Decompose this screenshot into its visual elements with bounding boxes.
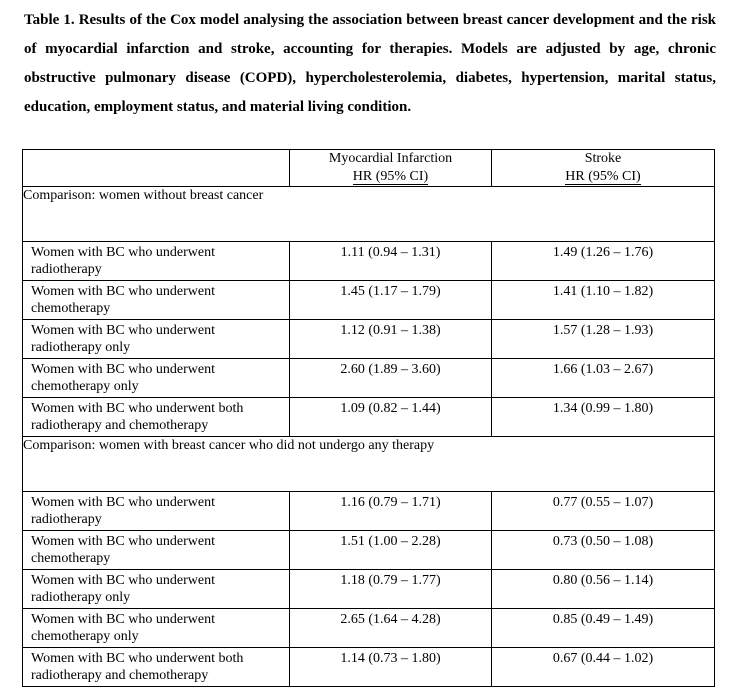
stroke-value: 1.41 (1.10 – 1.82): [492, 281, 715, 320]
comparison-row-2: [23, 437, 715, 492]
mi-value: 1.12 (0.91 – 1.38): [290, 320, 492, 359]
mi-value: 2.65 (1.64 – 4.28): [290, 609, 492, 648]
table-header-row: [23, 150, 715, 187]
mi-value: 1.14 (0.73 – 1.80): [290, 648, 492, 687]
stroke-value: 0.77 (0.55 – 1.07): [492, 492, 715, 531]
table-row: [23, 359, 715, 398]
stroke-value: 0.67 (0.44 – 1.02): [492, 648, 715, 687]
mi-value: 1.09 (0.82 – 1.44): [290, 398, 492, 437]
mi-value: 1.16 (0.79 – 1.71): [290, 492, 492, 531]
row-label: Women with BC who underwent both radiotherapy and chemotherapy: [23, 648, 290, 687]
row-label: Women with BC who underwent chemotherapy: [23, 281, 290, 320]
row-label: Women with BC who underwent chemotherapy only: [23, 609, 290, 648]
table-caption: Table 1. Results of the Cox model analysing the association between breast cancer development and the risk of myocardial infarction and stroke, accounting for therapies. Models are adjusted by age, chronic obstructive pulmonary disease (COPD), hypercholesterolemia, diabetes, hypertension, marital status, education, employment status, and material living condition.: [24, 12, 716, 115]
stroke-value: 0.80 (0.56 – 1.14): [492, 570, 715, 609]
stroke-value: 1.57 (1.28 – 1.93): [492, 320, 715, 359]
mi-column-title: Myocardial Infarction: [328, 151, 453, 166]
stroke-value: 0.73 (0.50 – 1.08): [492, 531, 715, 570]
table-row: [23, 398, 715, 437]
row-label: Women with BC who underwent radiotherapy: [23, 492, 290, 531]
stroke-value: 1.66 (1.03 – 2.67): [492, 359, 715, 398]
table-row: [23, 531, 715, 570]
stroke-column-subtitle: HR (95% CI): [565, 169, 641, 184]
comparison-row-1: [23, 187, 715, 242]
stroke-value: 0.85 (0.49 – 1.49): [492, 609, 715, 648]
row-label: Women with BC who underwent radiotherapy only: [23, 320, 290, 359]
mi-value: 1.45 (1.17 – 1.79): [290, 281, 492, 320]
mi-value: 1.18 (0.79 – 1.77): [290, 570, 492, 609]
row-label: Women with BC who underwent both radiotherapy and chemotherapy: [23, 398, 290, 437]
row-label: Women with BC who underwent radiotherapy: [23, 242, 290, 281]
row-label: Women with BC who underwent radiotherapy only: [23, 570, 290, 609]
header-stroke: [492, 150, 715, 187]
comparison-label: Comparison: women with breast cancer who did not undergo any therapy: [23, 437, 715, 492]
table-row: [23, 609, 715, 648]
comparison-label: Comparison: women without breast cancer: [23, 187, 715, 242]
stroke-value: 1.49 (1.26 – 1.76): [492, 242, 715, 281]
mi-value: 2.60 (1.89 – 3.60): [290, 359, 492, 398]
row-label: Women with BC who underwent chemotherapy: [23, 531, 290, 570]
table-row: [23, 320, 715, 359]
mi-column-subtitle: HR (95% CI): [352, 169, 429, 184]
stroke-column-title: Stroke: [584, 151, 622, 166]
table-row: [23, 281, 715, 320]
table-row: [23, 648, 715, 687]
table-row: [23, 242, 715, 281]
table-row: [23, 492, 715, 531]
header-myocardial-infarction: [290, 150, 492, 187]
row-label: Women with BC who underwent chemotherapy only: [23, 359, 290, 398]
header-empty-cell: [23, 150, 290, 187]
mi-value: 1.11 (0.94 – 1.31): [290, 242, 492, 281]
results-table: [22, 149, 715, 687]
mi-value: 1.51 (1.00 – 2.28): [290, 531, 492, 570]
stroke-value: 1.34 (0.99 – 1.80): [492, 398, 715, 437]
table-row: [23, 570, 715, 609]
